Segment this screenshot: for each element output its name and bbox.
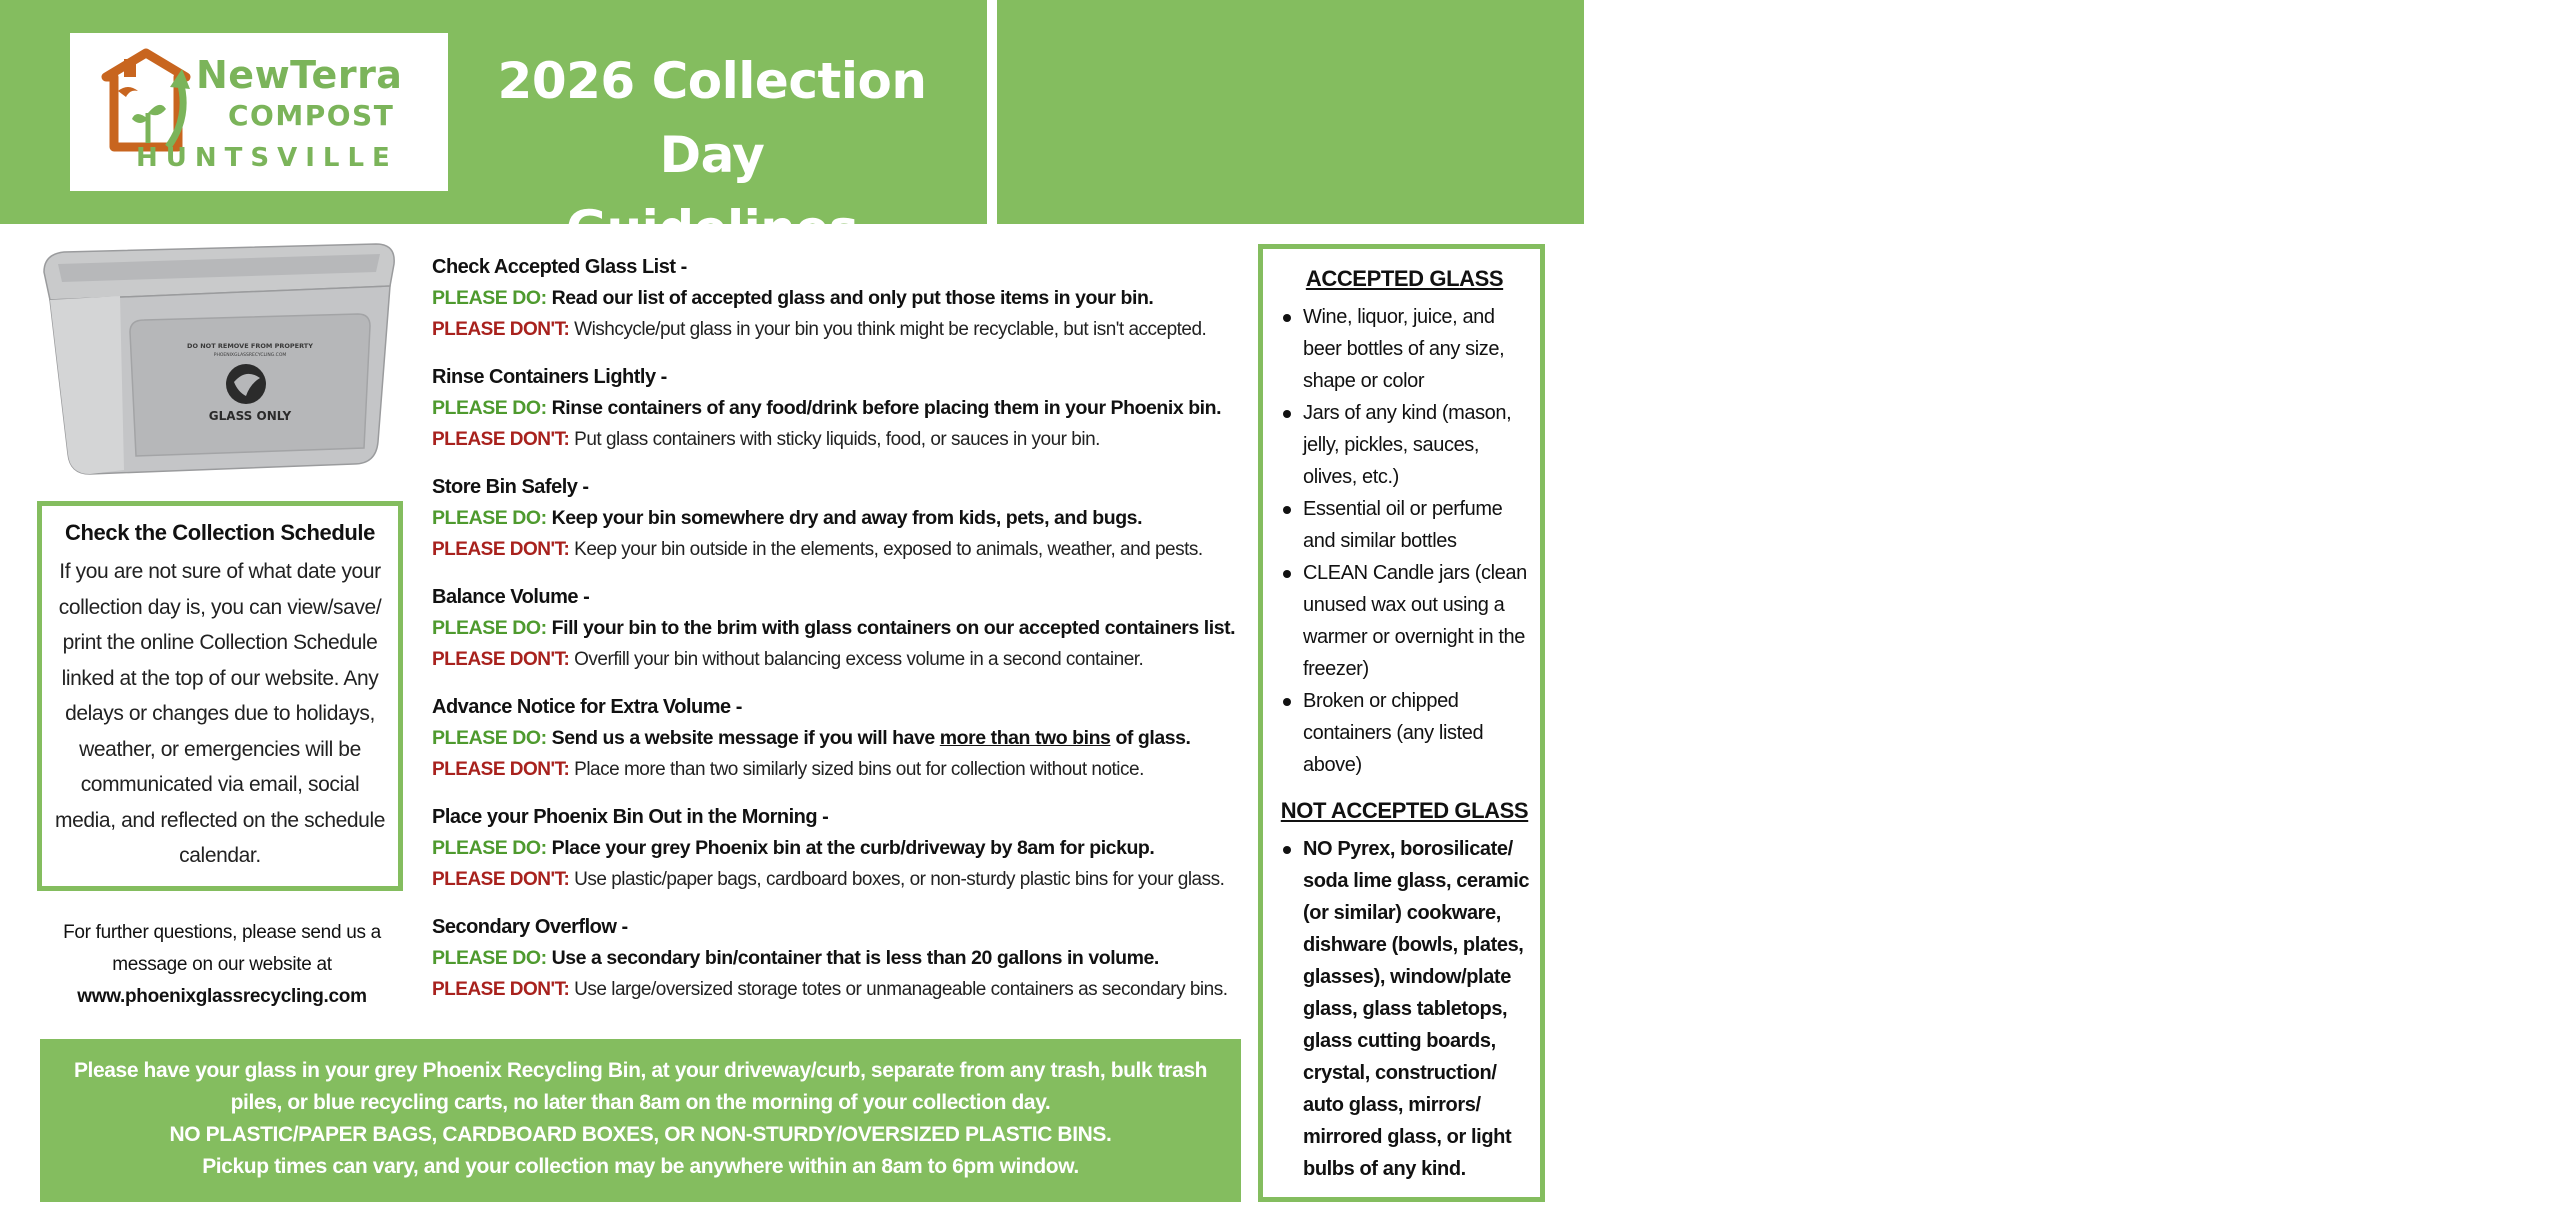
guideline-title: Rinse Containers Lightly - [432, 366, 667, 388]
not-accepted-glass-list [1279, 833, 1530, 1185]
guideline-morning-placement [432, 802, 1252, 912]
guideline-do [432, 282, 1252, 314]
review-notice-line-2: Contamination and [2094, 92, 2484, 135]
list-item: Jars of any kind (mason, jelly, pickles, sauces, olives, etc.) [1279, 397, 1530, 493]
guideline-do [432, 832, 1252, 864]
guideline-dont [432, 534, 1252, 566]
guideline-dont-text: Keep your bin outside in the elements, exposed to animals, weather, and pests. [574, 539, 1203, 560]
guideline-secondary-overflow [432, 912, 1252, 1022]
page-title-line-1: 2026 Collection Day [497, 52, 927, 184]
guideline-do-text: Keep your bin somewhere dry and away from kids, pets, and bugs. [551, 507, 1143, 529]
guideline-rinse [432, 362, 1252, 472]
review-notice-line-1: Please Review to Prevent [2028, 32, 2550, 75]
banner-line-3: NO PLASTIC/PAPER BAGS, CARDBOARD BOXES, OR NON-STURDY/OVERSIZED PLASTIC BINS. [169, 1123, 1112, 1146]
guideline-do-text: Read our list of accepted glass and only put those items in your bin. [551, 287, 1154, 309]
accepted-glass-heading: ACCEPTED GLASS [1305, 266, 1504, 291]
please-do-label: PLEASE DO: [432, 837, 547, 859]
bin-label-top: DO NOT REMOVE FROM PROPERTY [187, 342, 313, 350]
review-notice [2009, 24, 2569, 204]
contact-line-1: For further questions, please send us a [63, 922, 381, 943]
please-dont-label: PLEASE DON'T: [432, 539, 570, 560]
guideline-dont-text: Wishcycle/put glass in your bin you think might be recyclable, but isn't accepted. [574, 319, 1207, 340]
guidelines-list [432, 252, 1252, 1022]
guideline-accepted-list [432, 252, 1252, 362]
guideline-dont [432, 314, 1252, 346]
please-dont-label: PLEASE DON'T: [432, 979, 570, 1000]
glass-list-box [1258, 244, 1545, 1202]
guideline-do [432, 502, 1252, 534]
schedule-text: If you are not sure of what date your collection day is, you can view/save/ print the online Collection Schedule linked at the top of our website. Any delays or changes due to holidays, weather, or emergencies will be communicated via email, social media, and reflected on the schedule calendar. [55, 560, 385, 867]
guideline-do-text: Use a secondary bin/container that is less than 20 gallons in volume. [551, 947, 1159, 969]
bin-label-main: GLASS ONLY [208, 409, 292, 423]
glass-bin-image [40, 242, 400, 482]
list-item: Essential oil or perfume and similar bottles [1279, 493, 1530, 557]
contact-info [40, 917, 404, 1013]
please-dont-label: PLEASE DON'T: [432, 759, 570, 780]
page-title [462, 44, 962, 266]
list-item: Wine, liquor, juice, and beer bottles of any size, shape or color [1279, 301, 1530, 397]
please-do-label: PLEASE DO: [432, 617, 547, 639]
guideline-dont [432, 974, 1252, 1006]
please-dont-label: PLEASE DON'T: [432, 649, 570, 670]
banner-line-1: Please have your glass in your grey Phoenix Recycling Bin, at your driveway/curb, separate from any trash, bulk trash [73, 1059, 1208, 1082]
please-do-label: PLEASE DO: [432, 727, 547, 749]
logo-name: NewTerra [196, 53, 403, 97]
guideline-dont [432, 424, 1252, 456]
guideline-dont-text: Overfill your bin without balancing excess volume in a second container. [574, 649, 1144, 670]
please-dont-label: PLEASE DON'T: [432, 869, 570, 890]
guideline-dont-text: Put glass containers with sticky liquids, food, or sauces in your bin. [574, 429, 1100, 450]
bin-label-url: PHOENIXGLASSRECYCLING.COM [213, 353, 287, 358]
header-banner-left [0, 0, 987, 258]
please-do-label: PLEASE DO: [432, 507, 547, 529]
guideline-do [432, 612, 1252, 644]
guideline-title: Check Accepted Glass List - [432, 256, 687, 278]
contact-line-2: message on our website at [112, 954, 332, 975]
schedule-heading: Check the Collection Schedule [65, 520, 375, 545]
accepted-glass-list [1279, 301, 1530, 781]
guideline-dont [432, 644, 1252, 676]
header-banner-right [997, 0, 2550, 224]
guideline-do [432, 722, 1252, 754]
guideline-title: Place your Phoenix Bin Out in the Morning - [432, 806, 829, 828]
guideline-title: Store Bin Safely - [432, 476, 589, 498]
guideline-title: Secondary Overflow - [432, 916, 628, 938]
please-dont-label: PLEASE DON'T: [432, 319, 570, 340]
guideline-do-text: Fill your bin to the brim with glass containers on our accepted containers list. [551, 617, 1236, 639]
guideline-do-underlined: more than two bins [939, 727, 1111, 749]
guideline-do [432, 392, 1252, 424]
guideline-title: Advance Notice for Extra Volume - [432, 696, 742, 718]
page-title-line-2: Guidelines [565, 200, 859, 258]
guideline-do-text: Place your grey Phoenix bin at the curb/driveway by 8am for pickup. [551, 837, 1155, 859]
banner-line-2: piles, or blue recycling carts, no later than 8am on the morning of your collection day. [230, 1091, 1051, 1114]
website-url: www.phoenixglassrecycling.com [77, 986, 367, 1007]
list-item: NO Pyrex, borosilicate/ soda lime glass, ceramic (or similar) cookware, dishware (bowls, plates, glasses), window/plate glass, glass tabletops, glass cutting boards, crystal, construction/ auto glass, mirrors/ mirrored glass, or light bulbs of any kind. [1279, 833, 1530, 1185]
guideline-do-text: Send us a website message if you will have [551, 727, 935, 749]
pickup-notice-banner [40, 1039, 1241, 1202]
guideline-dont-text: Place more than two similarly sized bins out for collection without notice. [574, 759, 1144, 780]
guideline-do [432, 942, 1252, 974]
guideline-dont-text: Use large/oversized storage totes or unmanageable containers as secondary bins. [574, 979, 1228, 1000]
list-item: Broken or chipped containers (any listed above) [1279, 685, 1530, 781]
newterra-logo [70, 33, 448, 191]
please-dont-label: PLEASE DON'T: [432, 429, 570, 450]
guideline-store-bin [432, 472, 1252, 582]
not-accepted-glass-heading: NOT ACCEPTED GLASS [1280, 798, 1529, 823]
review-notice-line-3: Incomplete Collections [2056, 152, 2522, 195]
please-do-label: PLEASE DO: [432, 397, 547, 419]
guideline-balance-volume [432, 582, 1252, 692]
logo-subtitle: COMPOST [228, 99, 395, 132]
guideline-dont [432, 754, 1252, 786]
list-item: CLEAN Candle jars (clean unused wax out using a warmer or overnight in the freezer) [1279, 557, 1530, 685]
guideline-advance-notice [432, 692, 1252, 802]
please-do-label: PLEASE DO: [432, 947, 547, 969]
guideline-title: Balance Volume - [432, 586, 590, 608]
guideline-dont [432, 864, 1252, 896]
collection-schedule-box [37, 501, 403, 891]
please-do-label: PLEASE DO: [432, 287, 547, 309]
guideline-do-text-after: of glass. [1115, 727, 1191, 749]
banner-line-4: Pickup times can vary, and your collection may be anywhere within an 8am to 6pm window. [202, 1155, 1079, 1178]
guideline-do-text: Rinse containers of any food/drink before placing them in your Phoenix bin. [551, 397, 1222, 419]
logo-city: HUNTSVILLE [136, 143, 398, 173]
guideline-dont-text: Use plastic/paper bags, cardboard boxes, or non-sturdy plastic bins for your glass. [574, 869, 1225, 890]
